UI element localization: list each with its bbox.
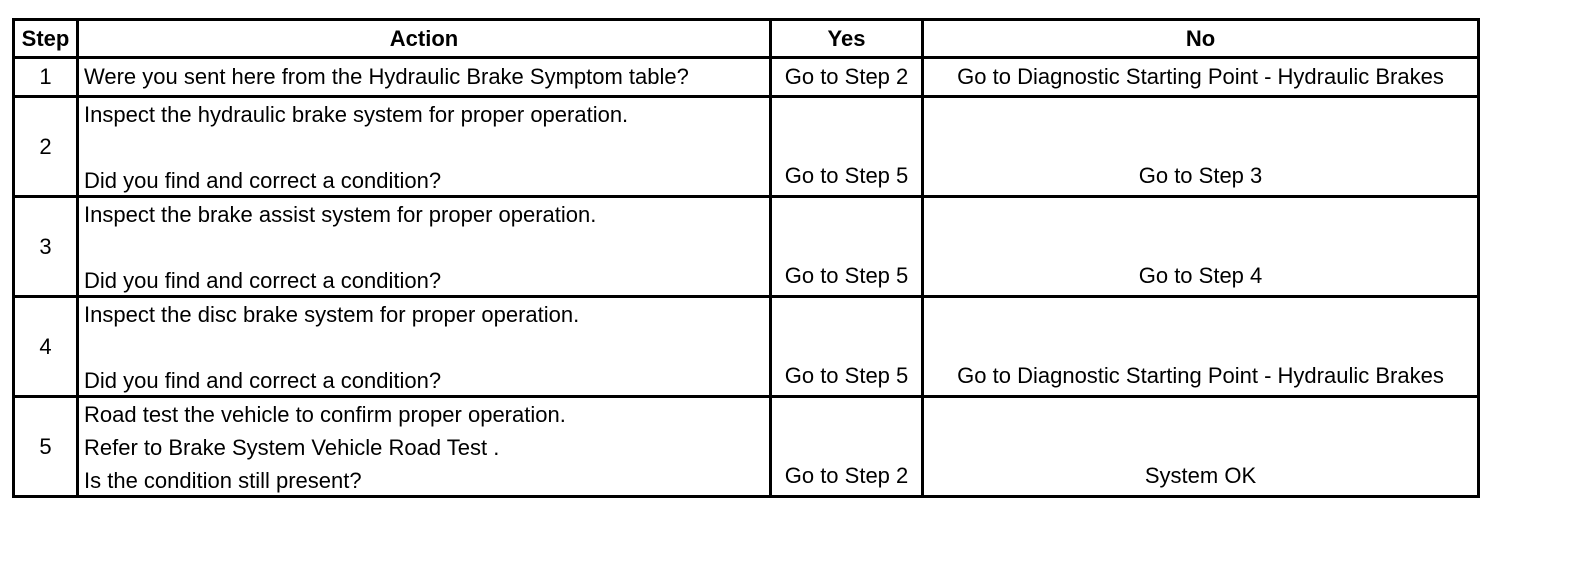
yes-cell: Go to Step 2 (771, 58, 923, 97)
table-row (14, 397, 1479, 497)
no-cell: Go to Step 4 (923, 197, 1479, 297)
action-question: Did you find and correct a condition? (84, 368, 442, 393)
action-question: Did you find and correct a condition? (84, 268, 442, 293)
step-number: 5 (14, 397, 78, 497)
step-number: 4 (14, 297, 78, 397)
table-row (14, 197, 1479, 297)
action-cell (78, 297, 771, 397)
action-cell (78, 197, 771, 297)
table-row (14, 297, 1479, 397)
table-row (14, 97, 1479, 197)
action-question: Is the condition still present? (84, 468, 362, 493)
header-no: No (923, 20, 1479, 58)
action-spacer (84, 335, 764, 368)
yes-cell: Go to Step 5 (771, 97, 923, 197)
action-text: Inspect the hydraulic brake system for proper operation. (84, 102, 629, 127)
action-text: Inspect the brake assist system for proper operation. (84, 202, 597, 227)
action-text: Road test the vehicle to confirm proper operation. (84, 402, 566, 427)
action-reference: Refer to Brake System Vehicle Road Test . (84, 435, 500, 460)
action-text: Inspect the disc brake system for proper operation. (84, 302, 580, 327)
action-cell (78, 397, 771, 497)
table-header (14, 20, 1479, 58)
header-yes: Yes (771, 20, 923, 58)
no-cell: Go to Step 3 (923, 97, 1479, 197)
header-action: Action (78, 20, 771, 58)
no-cell: Go to Diagnostic Starting Point - Hydraulic Brakes (923, 297, 1479, 397)
no-cell: Go to Diagnostic Starting Point - Hydraulic Brakes (923, 58, 1479, 97)
step-number: 3 (14, 197, 78, 297)
action-spacer (84, 235, 764, 268)
yes-cell: Go to Step 5 (771, 297, 923, 397)
action-text: Were you sent here from the Hydraulic Brake Symptom table? (84, 64, 689, 89)
no-cell: System OK (923, 397, 1479, 497)
yes-cell: Go to Step 5 (771, 197, 923, 297)
step-number: 2 (14, 97, 78, 197)
step-number: 1 (14, 58, 78, 97)
action-spacer (84, 135, 764, 168)
header-row (14, 20, 1479, 58)
action-cell (78, 97, 771, 197)
header-step: Step (14, 20, 78, 58)
yes-cell: Go to Step 2 (771, 397, 923, 497)
diagnostic-table (12, 18, 1480, 498)
table-row (14, 58, 1479, 97)
action-cell (78, 58, 771, 97)
action-question: Did you find and correct a condition? (84, 168, 442, 193)
table-body (14, 58, 1479, 497)
